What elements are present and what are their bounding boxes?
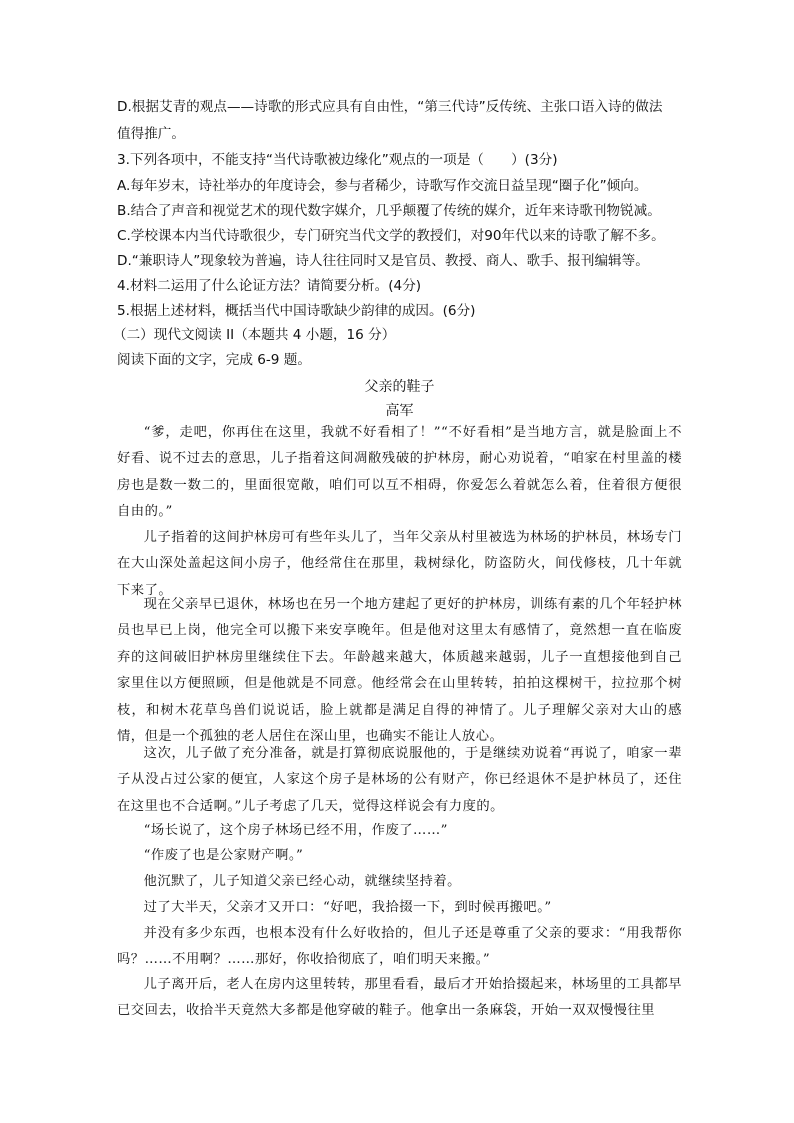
question-3-stem: 3.下列各项中，不能支持“当代诗歌被边缘化”观点的一项是（ ）(3分): [117, 152, 558, 168]
story-paragraph-5: “场长说了，这个房子林场已经不用，作废了……”: [143, 823, 448, 838]
section-2-heading: （二）现代文阅读 II（本题共 4 小题，16 分）: [113, 327, 396, 343]
story-paragraph-2: 儿子指着的这间护林房可有些年头儿了，当年父亲从村里被选为林场的护林员，林场专门在大山深处盖起这间小房子，他经常住在那里，栽树绿化，防盗防火，间伐修枝，几十年就下来了。: [117, 530, 682, 598]
reading-instruction: 阅读下面的文字，完成 6-9 题。: [117, 352, 311, 368]
story-paragraph-1: “爹，走吧，你再住在这里，我就不好看相了！”“不好看相”是当地方言，就是脸面上不好看、说不过去的意思，儿子指着这间凋敝残破的护林房，耐心劝说着，“咱家在村里盖的楼房也是数一数二的，里面很宽敞，咱们可以互不相碍，你爱怎么着就怎么着，住着很方便很自由的。”: [117, 425, 682, 520]
story-author: 高军: [385, 403, 414, 419]
story-paragraph-9: 并没有多少东西，也根本没有什么好收拾的，但儿子还是尊重了父亲的要求：“用我帮你吗？……不用啊？……那好，你收拾彻底了，咱们明天来搬。”: [117, 926, 682, 968]
question-5: 5.根据上述材料，概括当代中国诗歌缺少韵律的成因。(6分): [117, 303, 476, 319]
option-d-text-line1: D.根据艾青的观点——诗歌的形式应具有自由性，“第三代诗”反传统、主张口语入诗的做法: [117, 99, 663, 115]
story-paragraph-6: “作废了也是公家财产啊。”: [143, 848, 304, 863]
story-paragraph-10: 儿子离开后，老人在房内这里转转，那里看看，最后才开始拾掇起来，林场里的工具都早已交回去，收拾半天竟然大多都是他穿破的鞋子。他拿出一条麻袋，开始一双双慢慢往里: [117, 977, 682, 1019]
option-d-text-line2: 值得推广。: [117, 126, 185, 142]
story-title: 父亲的鞋子: [364, 379, 435, 395]
story-paragraph-7: 他沉默了，儿子知道父亲已经心动，就继续坚持着。: [143, 874, 461, 889]
question-4: 4.材料二运用了什么论证方法？请简要分析。(4分): [117, 278, 422, 294]
question-3-option-a: A.每年岁末，诗社举办的年度诗会，参与者稀少，诗歌写作交流日益呈现“圈子化”倾向。: [117, 178, 648, 194]
question-3-option-d: D.“兼职诗人”现象较为普遍，诗人往往同时又是官员、教授、商人、歌手、报刊编辑等。: [117, 253, 649, 269]
story-paragraph-8: 过了大半天，父亲才又开口：“好吧，我拾掇一下，到时候再搬吧。”: [143, 900, 552, 915]
story-paragraph-3: 现在父亲早已退休，林场也在另一个地方建起了更好的护林房，训练有素的几个年轻护林员也早已上岗，他完全可以搬下来安享晚年。但是他对这里太有感情了，竟然想一直在临废弃的这间破旧护林房里继续住下去。年龄越来越大，体质越来越弱，儿子一直想接他到自己家里住以方便照顾，但是他就是不同意。他经常会在山里转转，拍拍这棵树干，拉拉那个树枝，和树木花草鸟兽们说说话，脸上就都是满足自得的神情了。儿子理解父亲对大山的感情，但是一个孤独的老人居住在深山里，也确实不能让人放心。: [117, 597, 682, 745]
story-paragraph-4: 这次，儿子做了充分准备，就是打算彻底说服他的，于是继续劝说着“再说了，咱家一辈子从没占过公家的便宜，人家这个房子是林场的公有财产，你已经退休不是护林员了，还住在这里也不合适啊。”儿子考虑了几天，觉得这样说会有力度的。: [117, 746, 682, 814]
question-3-option-c: C.学校课本内当代诗歌很少，专门研究当代文学的教授们，对90年代以来的诗歌了解不多。: [117, 228, 665, 244]
question-3-option-b: B.结合了声音和视觉艺术的现代数字媒介，几乎颠覆了传统的媒介，近年来诗歌刊物锐减。: [117, 203, 661, 219]
